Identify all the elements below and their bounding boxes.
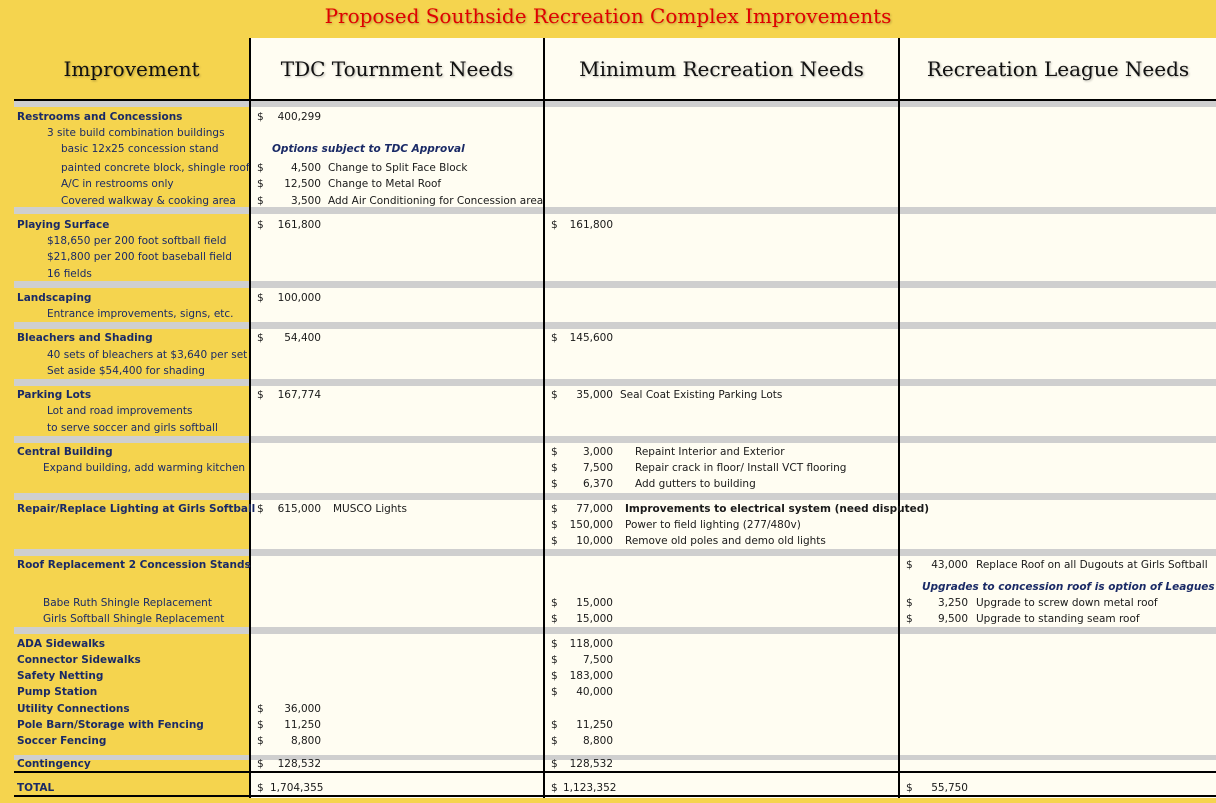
row-label-parking: Parking Lots	[17, 389, 92, 401]
total-league: 55,750	[931, 782, 968, 794]
currency-sign: $	[551, 782, 558, 794]
min-text: Repair crack in floor/ Install VCT flooring	[635, 462, 847, 474]
header-improvement: Improvement	[63, 57, 200, 81]
min-amount: 77,000	[576, 503, 613, 515]
tdc-amount: 167,774	[277, 389, 321, 401]
tdc-amount: 100,000	[277, 292, 321, 304]
bleachers-desc: 40 sets of bleachers at $3,640 per set	[47, 349, 248, 361]
header-league: Recreation League Needs	[926, 57, 1190, 81]
tdc-text: MUSCO Lights	[333, 503, 408, 515]
currency-sign: $	[257, 735, 264, 747]
tdc-amount: 11,250	[284, 719, 321, 731]
row-label-soccer: Soccer Fencing	[17, 735, 107, 747]
row-label-pump: Pump Station	[17, 686, 98, 698]
currency-sign: $	[551, 670, 558, 682]
bleachers-desc: Set aside $54,400 for shading	[47, 365, 205, 377]
league-amount: 9,500	[937, 613, 968, 625]
min-text: Add gutters to building	[635, 478, 756, 490]
option-amount: 3,500	[290, 195, 321, 207]
parking-desc: to serve soccer and girls softball	[47, 422, 218, 434]
option-amount: 12,500	[284, 178, 321, 190]
min-amount: 118,000	[569, 638, 613, 650]
league-amount: 43,000	[931, 559, 968, 571]
row-label-roof: Roof Replacement 2 Concession Stands	[17, 559, 251, 571]
tdc-amount: 36,000	[284, 703, 321, 715]
header-minimum: Minimum Recreation Needs	[579, 57, 864, 81]
row-label-ada: ADA Sidewalks	[17, 638, 106, 650]
playing-desc: $18,650 per 200 foot softball field	[47, 235, 227, 247]
row-label-bleachers: Bleachers and Shading	[17, 332, 153, 344]
min-amount: 183,000	[569, 670, 613, 682]
currency-sign: $	[551, 332, 558, 344]
restrooms-desc: basic 12x25 concession stand	[61, 143, 219, 155]
currency-sign: $	[257, 389, 264, 401]
restrooms-desc: A/C in restrooms only	[61, 178, 174, 190]
min-amount: 40,000	[576, 686, 613, 698]
currency-sign: $	[551, 654, 558, 666]
row-label-connector: Connector Sidewalks	[17, 654, 141, 666]
currency-sign: $	[906, 559, 913, 571]
currency-sign: $	[257, 178, 264, 190]
tdc-amount: 128,532	[277, 758, 321, 770]
min-amount: 15,000	[576, 597, 613, 609]
improvements-table	[14, 38, 1216, 798]
min-amount: 7,500	[582, 462, 613, 474]
currency-sign: $	[257, 782, 264, 794]
currency-sign: $	[257, 503, 264, 515]
roof-desc: Babe Ruth Shingle Replacement	[43, 597, 212, 609]
roof-desc: Girls Softball Shingle Replacement	[43, 613, 225, 625]
currency-sign: $	[551, 446, 558, 458]
header-tdc: TDC Tournment Needs	[280, 57, 514, 81]
league-text: Replace Roof on all Dugouts at Girls Softball	[976, 559, 1208, 571]
league-text: Upgrade to screw down metal roof	[976, 597, 1158, 609]
currency-sign: $	[257, 162, 264, 174]
currency-sign: $	[551, 478, 558, 490]
league-amount: 3,250	[937, 597, 968, 609]
currency-sign: $	[551, 686, 558, 698]
min-amount: 35,000	[576, 389, 613, 401]
min-text: Remove old poles and demo old lights	[625, 535, 826, 547]
restrooms-desc: 3 site build combination buildings	[47, 127, 225, 139]
currency-sign: $	[257, 292, 264, 304]
row-label-contingency: Contingency	[17, 758, 91, 770]
tdc-amount: 400,299	[277, 111, 321, 123]
min-text: Repaint Interior and Exterior	[635, 446, 785, 458]
total-tdc: 1,704,355	[270, 782, 324, 794]
currency-sign: $	[551, 597, 558, 609]
row-label-landscaping: Landscaping	[17, 292, 92, 304]
min-amount: 8,800	[582, 735, 613, 747]
league-text: Upgrade to standing seam roof	[976, 613, 1140, 625]
tdc-amount: 161,800	[277, 219, 321, 231]
currency-sign: $	[551, 462, 558, 474]
currency-sign: $	[257, 758, 264, 770]
currency-sign: $	[906, 597, 913, 609]
option-text: Change to Split Face Block	[328, 162, 468, 174]
min-amount: 128,532	[569, 758, 613, 770]
currency-sign: $	[551, 219, 558, 231]
restrooms-desc: painted concrete block, shingle roof	[61, 162, 250, 174]
row-label-central: Central Building	[17, 446, 113, 458]
parking-desc: Lot and road improvements	[47, 405, 193, 417]
min-amount: 145,600	[569, 332, 613, 344]
options-note: Options subject to TDC Approval	[272, 143, 465, 155]
currency-sign: $	[257, 195, 264, 207]
currency-sign: $	[551, 519, 558, 531]
tdc-amount: 8,800	[290, 735, 321, 747]
min-text: Seal Coat Existing Parking Lots	[620, 389, 783, 401]
min-amount: 150,000	[569, 519, 613, 531]
currency-sign: $	[551, 535, 558, 547]
league-column	[900, 38, 1216, 798]
currency-sign: $	[257, 219, 264, 231]
min-amount: 15,000	[576, 613, 613, 625]
min-text: Improvements to electrical system (need disputed)	[625, 503, 930, 515]
min-amount: 7,500	[582, 654, 613, 666]
currency-sign: $	[906, 782, 913, 794]
row-label-total: TOTAL	[17, 782, 55, 794]
total-min: 1,123,352	[563, 782, 617, 794]
central-desc: Expand building, add warming kitchen	[43, 462, 246, 474]
currency-sign: $	[551, 735, 558, 747]
option-amount: 4,500	[290, 162, 321, 174]
min-text: Power to field lighting (277/480v)	[625, 519, 801, 531]
option-text: Add Air Conditioning for Concession area	[328, 195, 544, 207]
row-label-playing: Playing Surface	[17, 219, 110, 231]
option-text: Change to Metal Roof	[328, 178, 442, 190]
landscaping-desc: Entrance improvements, signs, etc.	[47, 308, 234, 320]
currency-sign: $	[906, 613, 913, 625]
playing-desc: $21,800 per 200 foot baseball field	[47, 251, 232, 263]
min-amount: 161,800	[569, 219, 613, 231]
row-label-restrooms: Restrooms and Concessions	[17, 111, 183, 123]
row-label-lighting: Repair/Replace Lighting at Girls Softball	[17, 503, 256, 515]
playing-desc: 16 fields	[47, 268, 92, 280]
page-title: Proposed Southside Recreation Complex Improvements	[324, 4, 892, 28]
row-label-safety: Safety Netting	[17, 670, 104, 682]
min-amount: 10,000	[576, 535, 613, 547]
currency-sign: $	[551, 389, 558, 401]
total-divider	[14, 771, 1216, 773]
currency-sign: $	[257, 111, 264, 123]
tdc-amount: 54,400	[284, 332, 321, 344]
min-amount: 6,370	[582, 478, 613, 490]
minimum-column	[545, 38, 899, 798]
min-amount: 3,000	[582, 446, 613, 458]
currency-sign: $	[551, 758, 558, 770]
currency-sign: $	[257, 332, 264, 344]
league-note: Upgrades to concession roof is option of Leagues	[922, 581, 1215, 593]
currency-sign: $	[551, 638, 558, 650]
currency-sign: $	[551, 503, 558, 515]
currency-sign: $	[257, 703, 264, 715]
tdc-amount: 615,000	[277, 503, 321, 515]
restrooms-desc: Covered walkway & cooking area	[61, 195, 236, 207]
row-label-utility: Utility Connections	[17, 703, 130, 715]
currency-sign: $	[551, 613, 558, 625]
currency-sign: $	[257, 719, 264, 731]
currency-sign: $	[551, 719, 558, 731]
row-label-pole-barn: Pole Barn/Storage with Fencing	[17, 719, 204, 731]
min-amount: 11,250	[576, 719, 613, 731]
